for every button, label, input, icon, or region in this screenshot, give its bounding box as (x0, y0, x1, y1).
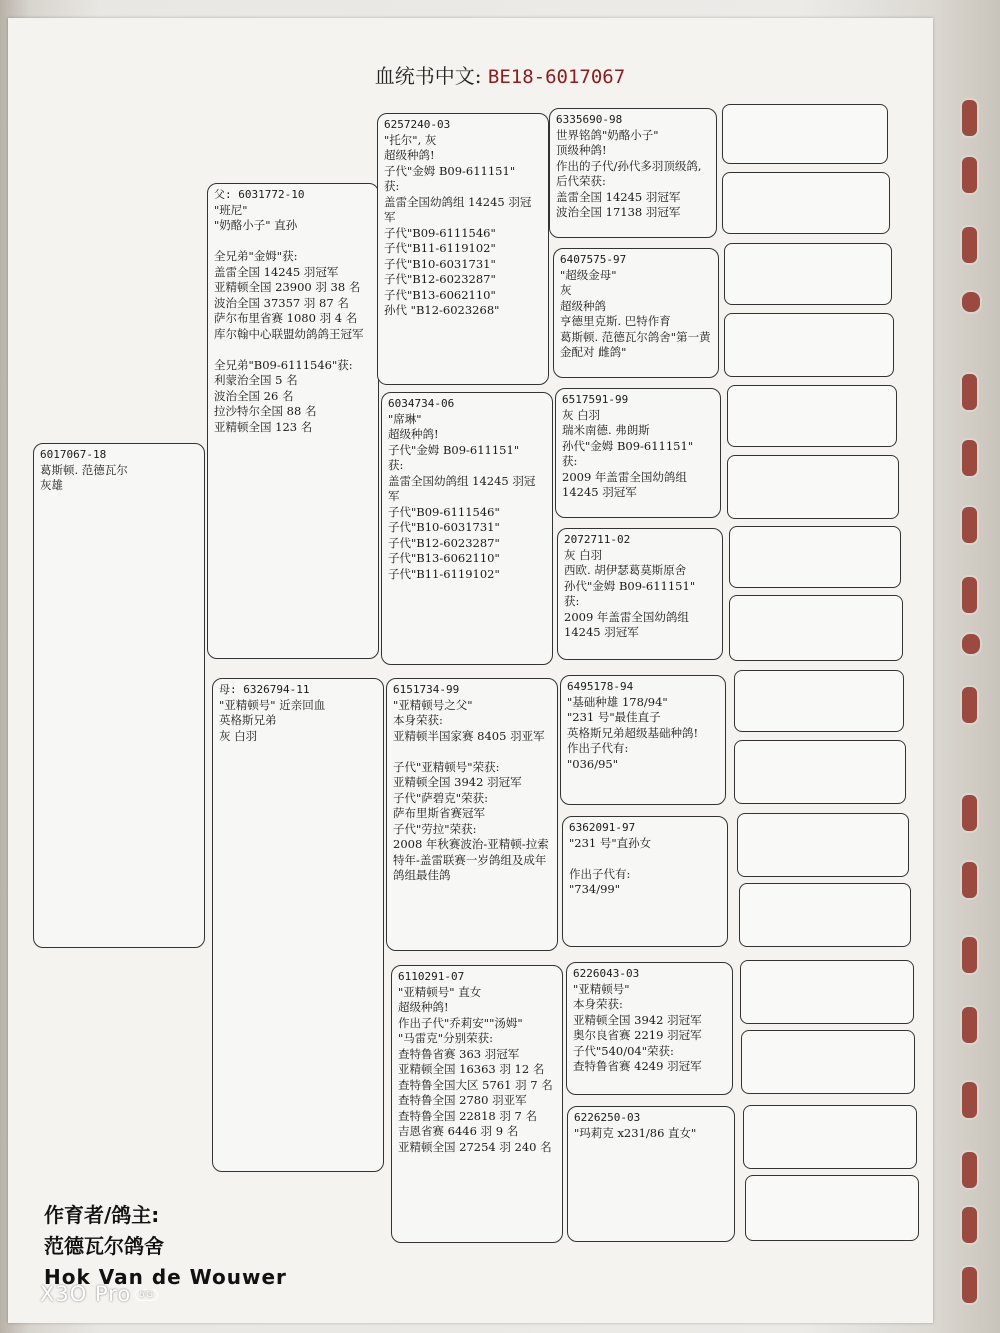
ssd-details: "超级金母" 灰 超级种鸽 亨德里克斯. 巴特作育 葛斯顿. 范德瓦尔鸽舍"第一黄金配对 雌鸽" (560, 267, 711, 359)
sds-box (555, 388, 721, 518)
gen5-empty-box (722, 172, 890, 234)
binder-hole (960, 155, 979, 195)
sire-dam-box (381, 392, 553, 665)
breeder-label: 作育者/鸽主: (44, 1203, 160, 1227)
dam-dam-box (391, 965, 563, 1243)
dam-sire-details: "亚精顿号之父" 本身荣获: 亚精顿半国家赛 8405 羽亚军 子代"亚精顿号"荣获: 亚精顿全国 3942 羽冠军 子代"萨碧克"荣获: 萨布里斯省赛冠军 子代"劳拉"荣获: 2008 年秋赛波治-亚精顿-拉索特年-盖雷联赛一岁鸽组及成年鸽组最佳鸽 (393, 697, 549, 882)
gen5-empty-box (729, 526, 901, 588)
sdd-details: 灰 白羽 西欧. 胡伊瑟葛莫斯原舍 孙代"金姆 B09-611151" 获: 2009 年盖雷全国幼鸽组 14245 羽冠军 (564, 547, 696, 639)
binder-hole (960, 290, 982, 314)
pedigree-title (0, 60, 1000, 89)
sss-box (549, 108, 717, 238)
binder-hole (960, 685, 979, 725)
camera-watermark (40, 1282, 158, 1306)
binder-hole (960, 505, 979, 545)
subject-ring: 6017067-18 (40, 448, 107, 461)
dam-sire-ring: 6151734-99 (393, 683, 460, 696)
watermark-brand: X3O Pro (40, 1282, 132, 1306)
watermark-5g-badge: 5G (135, 1289, 158, 1301)
gen5-empty-box (722, 104, 888, 164)
sire-dam-ring: 6034734-06 (388, 397, 455, 410)
binder-hole (960, 98, 979, 138)
gen5-empty-box (729, 595, 903, 661)
gen5-empty-box (740, 960, 914, 1024)
sire-dam-details: "席琳" 超级种鸽! 子代"金姆 B09-611151" 获: 盖雷全国幼鸽组 14245 羽冠军 子代"B09-6111546" 子代"B10-6031731" 子代"B12-6023287" 子代"B13-6062110" 子代"B11-6119102" (388, 411, 536, 581)
dsd-ring: 6362091-97 (569, 821, 636, 834)
gen5-empty-box (724, 313, 894, 377)
breeder-name-en: Hok Van de Wouwer (44, 1265, 287, 1289)
dds-details: "亚精顿号" 本身荣获: 亚精顿全国 3942 羽冠军 奥尔良省赛 2219 羽冠军 子代"540/04"荣获: 查特鲁省赛 4249 羽冠军 (573, 981, 702, 1073)
gen5-empty-box (743, 1105, 917, 1169)
binder-hole (960, 935, 979, 975)
dds-ring: 6226043-03 (573, 967, 640, 980)
gen5-empty-box (739, 883, 911, 947)
binder-hole (960, 632, 982, 656)
dam-box (212, 678, 384, 1172)
sire-ring: 父: 6031772-10 (214, 188, 305, 201)
gen5-empty-box (734, 740, 906, 804)
sdd-box (557, 528, 723, 660)
binder-hole (960, 860, 979, 900)
sire-details: "班尼" "奶酪小子" 直孙 全兄弟"金姆"获: 盖雷全国 14245 羽冠军 亚精顿全国 23900 羽 38 名 波治全国 37357 羽 87 名 萨尔布里省赛 1080 羽 4 名 库尔翰中心联盟幼鸽鸽王冠军 全兄弟"B09-6111546"获: 利蒙治全国 5 名 波治全国 26 名 拉沙特尔全国 88 名 亚精顿全国 123 名 (214, 202, 364, 434)
ddd-details: "玛莉克 x231/86 直女" (574, 1125, 697, 1140)
sss-ring: 6335690-98 (556, 113, 623, 126)
binder-hole (960, 225, 979, 265)
binder-hole (960, 575, 979, 615)
binder-hole (960, 1005, 979, 1045)
dam-sire-box (386, 678, 558, 951)
sire-sire-details: "托尔", 灰 超级种鸽! 子代"金姆 B09-611151" 获: 盖雷全国幼鸽组 14245 羽冠军 子代"B09-6111546" 子代"B11-6119102" 子代"B10-6031731" 子代"B12-6023287" 子代"B13-6062110" 孙代 "B12-6023268" (384, 132, 532, 317)
ssd-box (553, 248, 719, 378)
binder-hole (960, 1080, 979, 1120)
gen5-empty-box (741, 1030, 915, 1094)
binder-hole (960, 1205, 979, 1245)
gen5-empty-box (745, 1175, 919, 1241)
gen5-empty-box (734, 670, 904, 732)
dam-dam-ring: 6110291-07 (398, 970, 465, 983)
sdd-ring: 2072711-02 (564, 533, 631, 546)
dss-details: "基础种雄 178/94" "231 号"最佳直子 英格斯兄弟超级基础种鸽! 作出子代有: "036/95" (567, 694, 699, 771)
sds-ring: 6517591-99 (562, 393, 629, 406)
sire-sire-ring: 6257240-03 (384, 118, 451, 131)
dam-dam-details: "亚精顿号" 直女 超级种鸽! 作出子代"乔莉安""汤姆" "马雷克"分别荣获: 查特鲁省赛 363 羽冠军 亚精顿全国 16363 羽 12 名 查特鲁全国大区 5761 羽 7 名 查特鲁全国 2780 羽亚军 查特鲁全国 22818 羽 7 名 吉恩省赛 6446 羽 9 名 亚精顿全国 27254 羽 240 名 (398, 984, 553, 1154)
sss-details: 世界铭鸽"奶酪小子" 顶级种鸽! 作出的子代/孙代多羽顶级鸽, 后代荣获: 盖雷全国 14245 羽冠军 波治全国 17138 羽冠军 (556, 127, 702, 219)
subject-box (33, 443, 205, 948)
sire-sire-box (377, 113, 549, 385)
gen5-empty-box (727, 385, 897, 447)
ddd-box (567, 1106, 735, 1242)
breeder-block (44, 1200, 287, 1293)
gen5-empty-box (737, 813, 909, 877)
binder-hole (960, 1150, 979, 1190)
title-ring-number: BE18-6017067 (487, 66, 626, 88)
ssd-ring: 6407575-97 (560, 253, 627, 266)
subject-details: 葛斯顿. 范德瓦尔 灰雄 (40, 462, 128, 492)
dss-ring: 6495178-94 (567, 680, 634, 693)
title-label: 血统书中文: (374, 64, 482, 88)
sire-box (207, 183, 379, 659)
binder-hole (960, 1265, 979, 1305)
binder-hole (960, 372, 979, 412)
breeder-name-cn: 范德瓦尔鸽舍 (44, 1234, 164, 1258)
gen5-empty-box (724, 243, 892, 305)
ddd-ring: 6226250-03 (574, 1111, 641, 1124)
dam-details: "亚精顿号" 近亲回血 英格斯兄弟 灰 白羽 (219, 697, 326, 743)
dds-box (566, 962, 733, 1095)
dsd-details: "231 号"直孙女 作出子代有: "734/99" (569, 835, 652, 896)
dss-box (560, 675, 726, 805)
sds-details: 灰 白羽 瑞米南德. 弗朗斯 孙代"金姆 B09-611151" 获: 2009 年盖雷全国幼鸽组 14245 羽冠军 (562, 407, 694, 499)
dsd-box (562, 816, 728, 947)
binder-hole (960, 793, 979, 833)
binder-hole (960, 438, 979, 478)
dam-ring: 母: 6326794-11 (219, 683, 310, 696)
gen5-empty-box (727, 455, 899, 519)
